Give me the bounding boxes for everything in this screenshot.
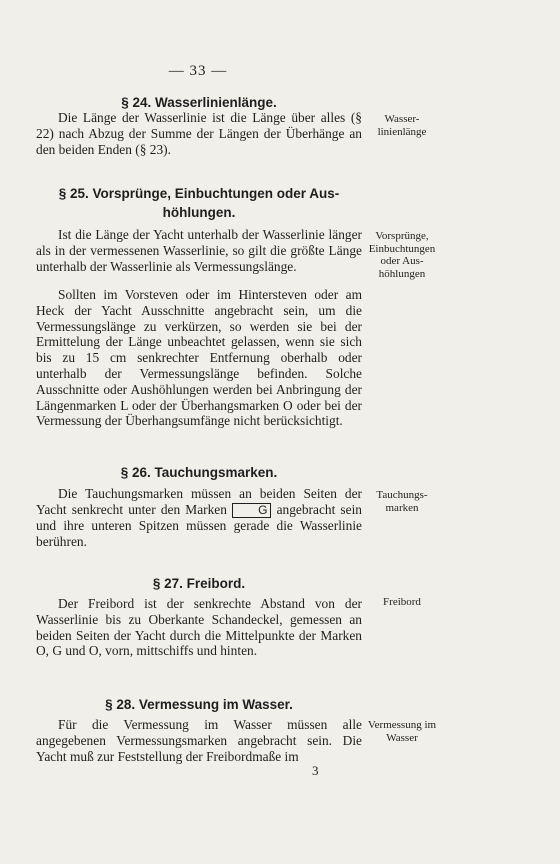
section-27-margin-note: Freibord bbox=[383, 596, 421, 608]
section-24-paragraph: Die Länge der Wasserlinie ist die Länge über alles (§ 22) nach Abzug der Summe der Längen der Überhänge an den beiden Enden (§ 23). bbox=[36, 110, 362, 157]
section-25-heading-line2: höhlungen. bbox=[162, 205, 236, 220]
section-25-paragraph-1: Ist die Länge der Yacht unterhalb der Wasserlinie länger als in der vermessenen Wasserlinie, so gilt die größte Länge unterhalb der Wasserlinie als Vermessungslänge. bbox=[36, 227, 362, 274]
section-25-margin-note: Vorsprünge, Einbuchtungen oder Aus-höhlungen bbox=[368, 230, 436, 280]
section-28-paragraph: Für die Vermessung im Wasser müssen alle angegebenen Vermessungsmarken angebracht sein. Die Yacht muß zur Feststellung der Freibordmaße im bbox=[36, 717, 362, 764]
marker-g-box: G bbox=[232, 503, 271, 518]
section-27-heading: § 27. Freibord. bbox=[152, 576, 246, 591]
page-number: — 33 — bbox=[168, 63, 228, 79]
section-26-text-before: Die Tauchungsmarken müssen an beiden Seiten der Yacht senkrecht unter den Marken bbox=[36, 486, 362, 517]
section-26-heading: § 26. Tauchungsmarken. bbox=[120, 465, 278, 480]
section-26-margin-note: Tauchungs-marken bbox=[376, 489, 428, 514]
section-26-text-after: angebracht sein und ihre unteren Spitzen müssen gerade die Wasserlinie berühren. bbox=[36, 501, 362, 549]
section-25-heading-line1: § 25. Vorsprünge, Einbuchtungen oder Aus- bbox=[58, 186, 340, 201]
section-27-paragraph: Der Freibord ist der senkrechte Abstand von der Wasserlinie bis zu Oberkante Schandeckel, gemessen an beiden Seiten der Yacht durch die Mittelpunkte der Marken O, G und O, vorn, mittschiffs und hinten. bbox=[36, 596, 362, 659]
section-24-heading: § 24. Wasserlinienlänge. bbox=[121, 95, 277, 110]
section-28-margin-note: Vermessung im Wasser bbox=[367, 719, 437, 744]
section-25-heading bbox=[36, 184, 362, 222]
section-25-paragraph-2: Sollten im Vorsteven oder im Hintersteven oder am Heck der Yacht Ausschnitte angebracht sein, um die Vermessungslänge zu verkürzen, so werden sie bei der Ermittelung der Länge unbeachtet gelassen, wenn sie sich bis zu 15 cm senkrechter Entfernung oberhalb oder unterhalb der Vermessungslänge befinden. Solche Ausschnitte oder Aushöhlungen werden bei Anbringung der Längenmarken L oder der Überhangsmarken O oder bei der Vermessung der Überhangsumfänge nicht berücksichtigt. bbox=[36, 287, 362, 429]
section-28-heading: § 28. Vermessung im Wasser. bbox=[105, 697, 293, 712]
section-26-paragraph bbox=[36, 486, 362, 549]
signature-mark: 3 bbox=[312, 763, 319, 778]
section-24-margin-note: Wasser-linienlänge bbox=[377, 113, 427, 138]
